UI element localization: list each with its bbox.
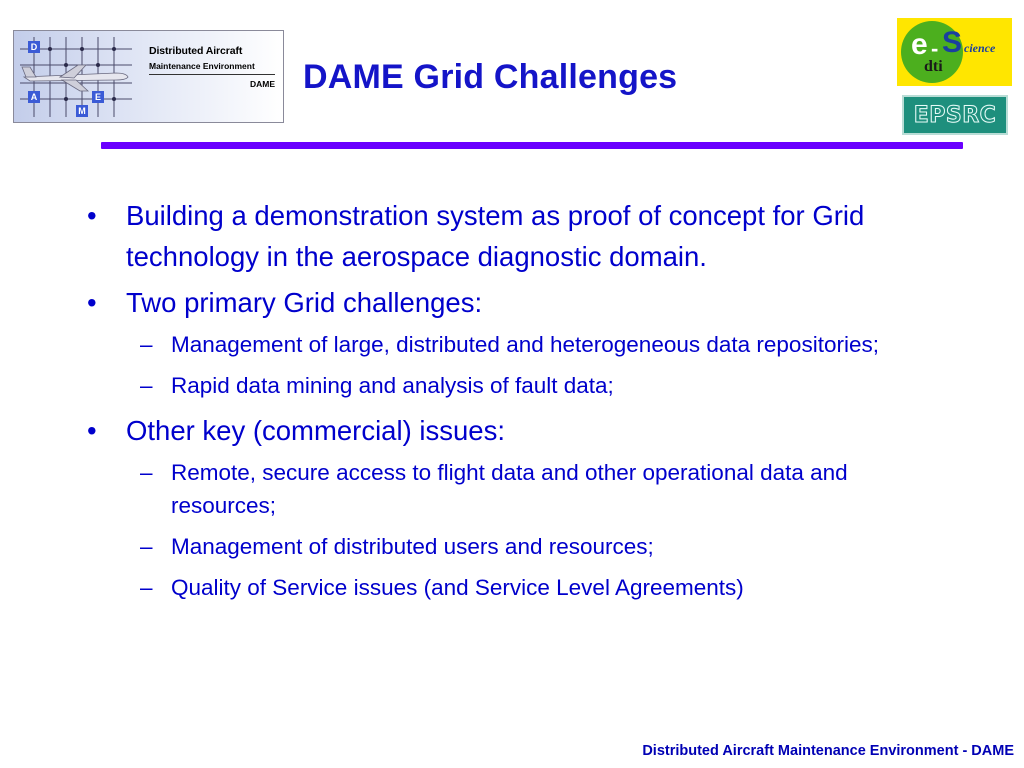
- grid-letter-e: E: [94, 92, 102, 102]
- bullet-text: Other key (commercial) issues:: [126, 415, 505, 446]
- bullet-mark: •: [87, 415, 97, 446]
- logo-text: [149, 45, 277, 89]
- slide-body: [0, 195, 1024, 612]
- title-divider: [101, 142, 963, 149]
- bullet-item: [0, 410, 926, 451]
- escience-e: e: [911, 28, 928, 61]
- escience-s: S: [942, 26, 963, 59]
- sub-bullet-item: [0, 571, 911, 604]
- escience-dash: -: [931, 36, 939, 61]
- escience-dti: dti: [924, 58, 943, 75]
- dash-mark: –: [140, 534, 153, 559]
- aircraft-icon: [22, 65, 128, 91]
- logo-line-2: Maintenance Environment: [149, 61, 255, 71]
- bullet-mark: •: [87, 287, 97, 318]
- sub-bullet-item: [0, 456, 911, 522]
- sub-bullet-item: [0, 369, 911, 402]
- dame-logo: [13, 30, 284, 123]
- bullet-text: Building a demonstration system as proof of concept for Grid technology in the aerospace diagnostic domain.: [126, 200, 865, 272]
- logo-line-1: Distributed Aircraft: [149, 45, 243, 57]
- dash-mark: –: [140, 460, 153, 485]
- sub-bullet-text: Quality of Service issues (and Service Level Agreements): [171, 575, 744, 600]
- grid-letter-a: A: [30, 92, 38, 102]
- epsrc-logo: [902, 95, 1008, 135]
- dash-mark: –: [140, 332, 153, 357]
- slide-title: DAME Grid Challenges: [303, 58, 678, 96]
- escience-cience: cience: [964, 41, 996, 55]
- logo-rule: [149, 74, 275, 75]
- bullet-item: [0, 282, 926, 323]
- dash-mark: –: [140, 373, 153, 398]
- bullet-mark: •: [87, 200, 97, 231]
- bullet-text: Two primary Grid challenges:: [126, 287, 483, 318]
- bullet-item: [0, 195, 926, 277]
- sub-bullet-text: Remote, secure access to flight data and other operational data and resources;: [171, 460, 848, 518]
- dash-mark: –: [140, 575, 153, 600]
- grid-letter-m: M: [78, 106, 86, 116]
- epsrc-text: EPSRC: [913, 102, 997, 128]
- sub-bullet-text: Management of large, distributed and heterogeneous data repositories;: [171, 332, 879, 357]
- logo-line-3: DAME: [249, 79, 275, 89]
- sub-bullet-text: Management of distributed users and resources;: [171, 534, 654, 559]
- sub-bullet-text: Rapid data mining and analysis of fault data;: [171, 373, 614, 398]
- slide-footer: Distributed Aircraft Maintenance Environment - DAME: [642, 743, 1014, 759]
- sub-bullet-item: [0, 530, 911, 563]
- sub-bullet-item: [0, 328, 911, 361]
- grid-aircraft-graphic: [20, 37, 132, 117]
- grid-letter-d: D: [30, 42, 38, 52]
- escience-dti-logo: [897, 18, 1012, 86]
